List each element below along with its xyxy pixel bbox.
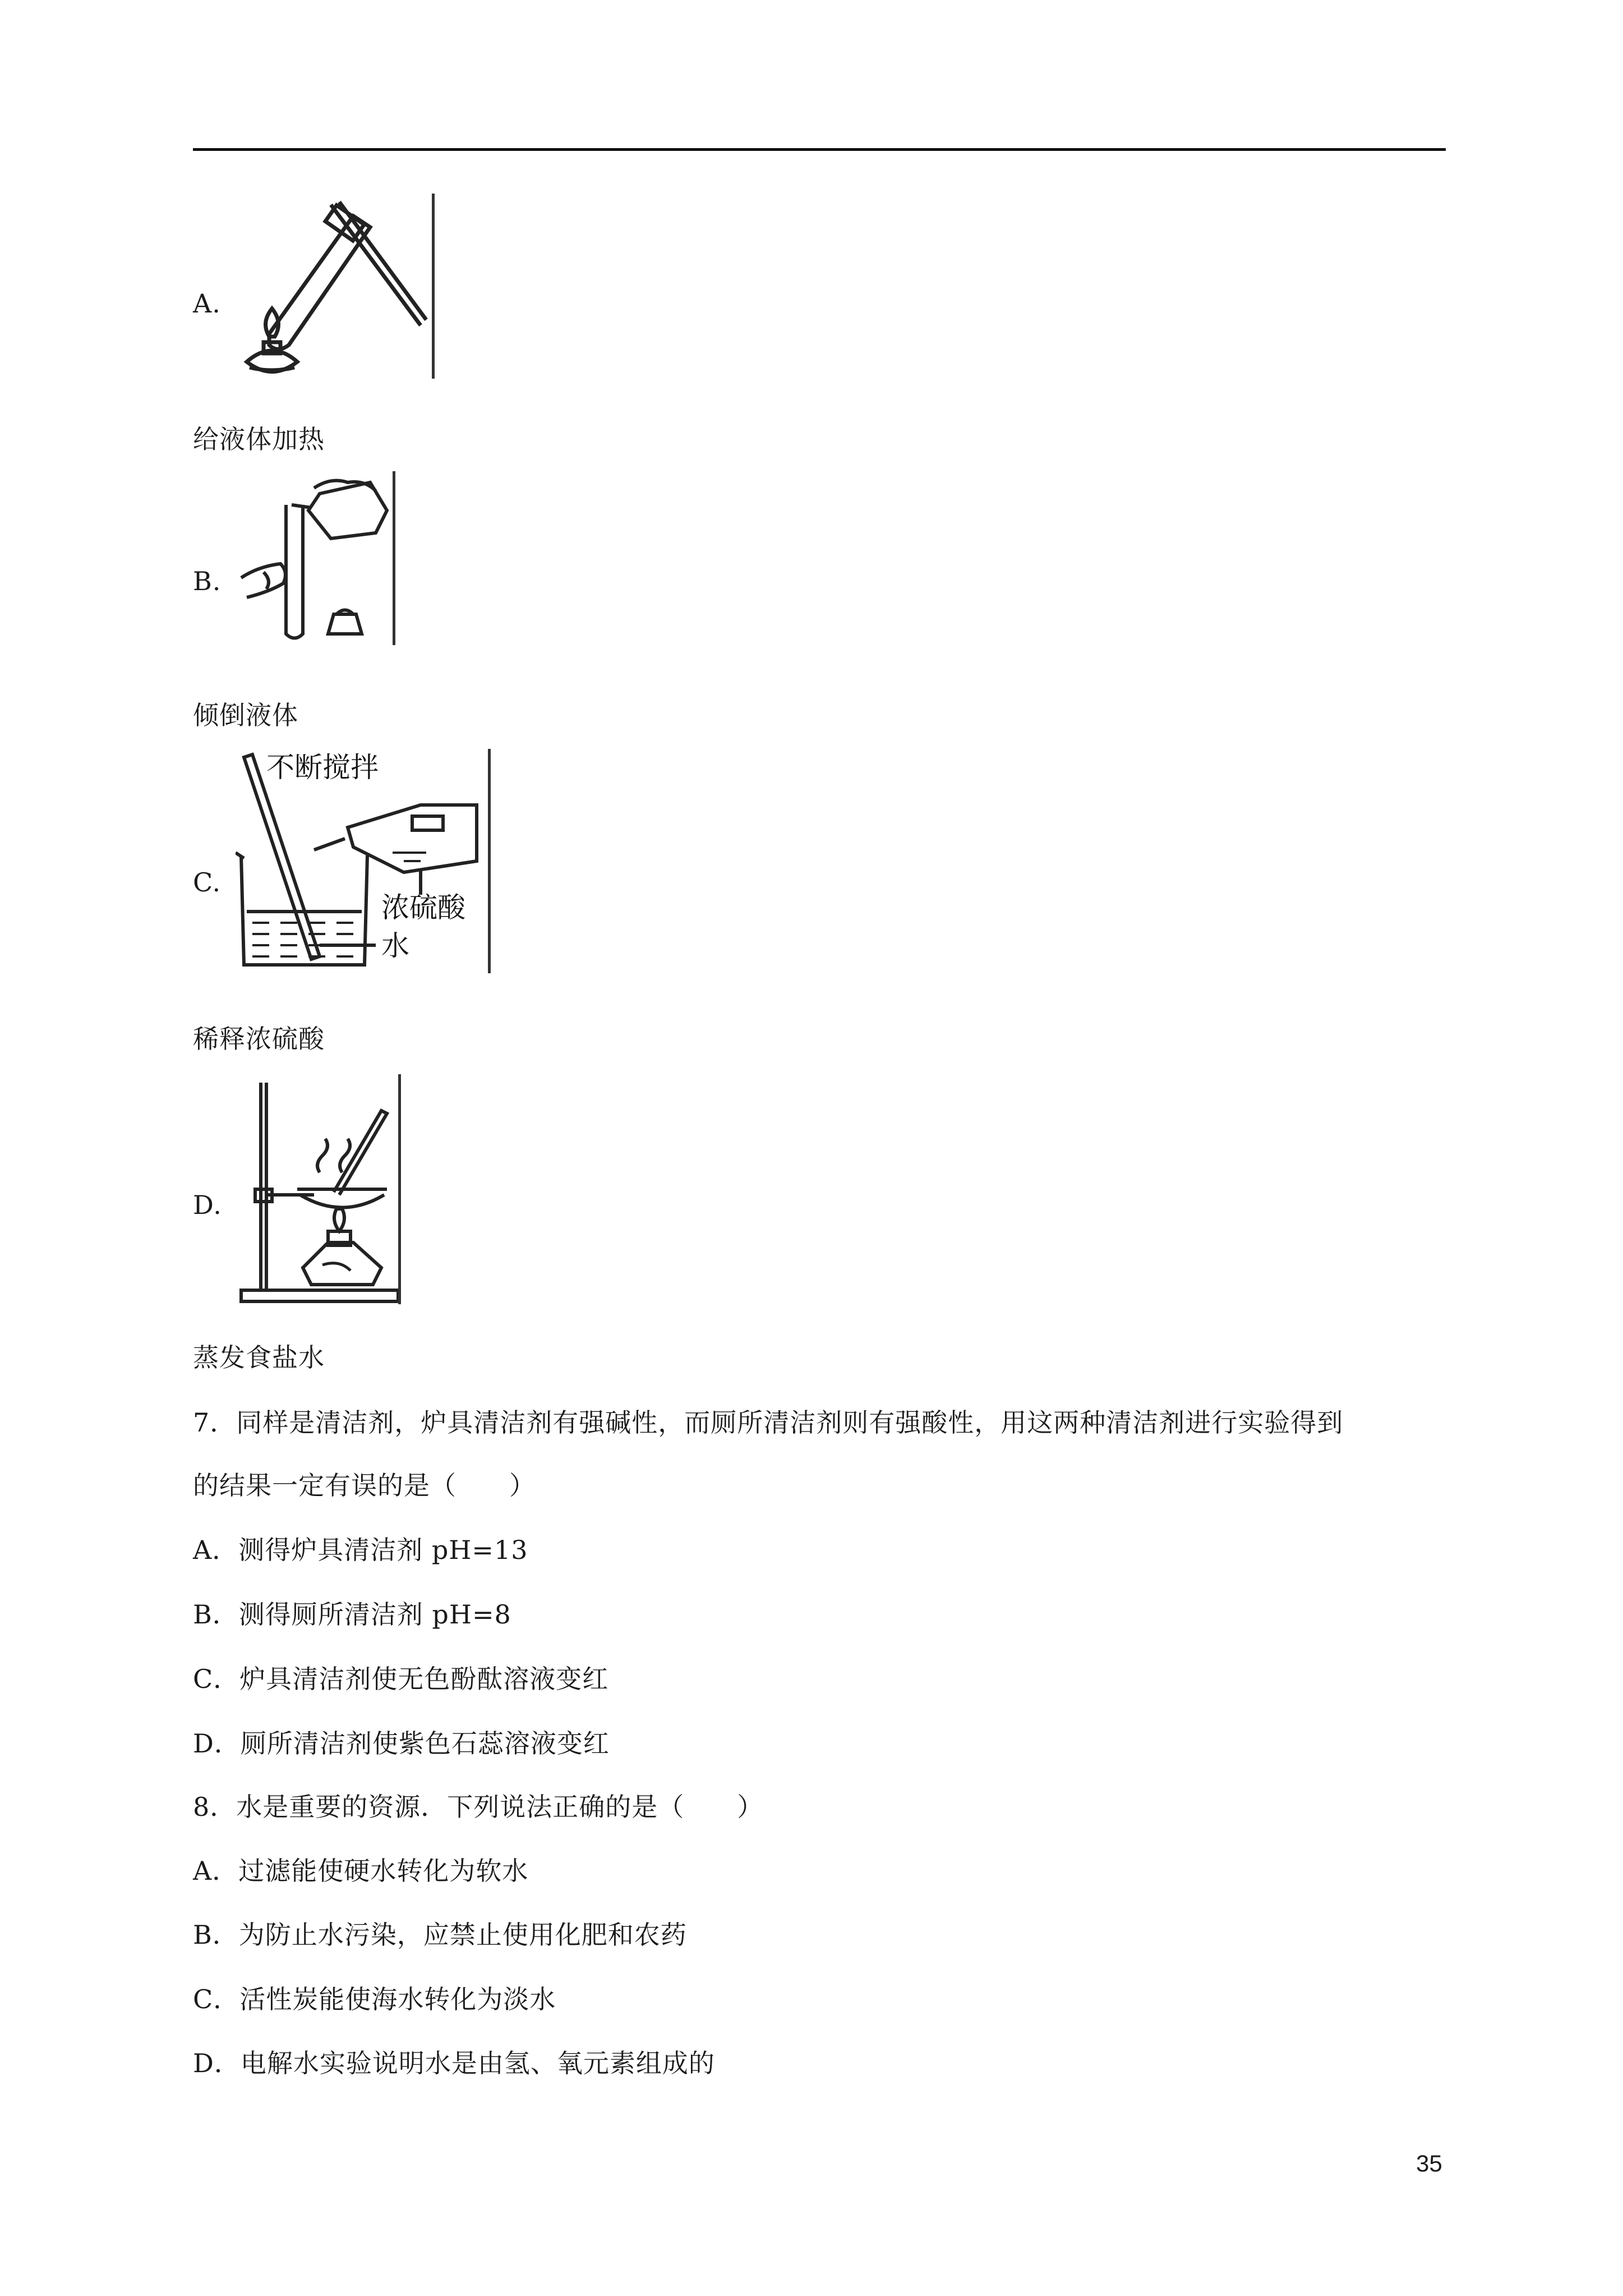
beaker-dilution-icon (236, 749, 491, 973)
option-c-letter: C. (193, 867, 222, 898)
q8-option-d: D．电解水实验说明水是由氢、氧元素组成的 (193, 2048, 715, 2078)
evaporation-apparatus-icon (236, 1074, 401, 1304)
stir-label: 不断搅拌 (266, 751, 379, 784)
q8-option-b: B．为防止水污染，应禁止使用化肥和农药 (193, 1920, 687, 1950)
q7-option-b: B．测得厕所清洁剂 pH=8 (193, 1599, 511, 1630)
q7-stem-line2: 的结果一定有误的是（ ） (193, 1470, 536, 1501)
option-b-caption: 倾倒液体 (193, 700, 298, 730)
option-a-caption: 给液体加热 (193, 424, 325, 454)
pouring-liquid-icon (236, 471, 395, 645)
q8-option-c: C．活性炭能使海水转化为淡水 (193, 1984, 556, 2014)
option-b-letter: B. (193, 566, 222, 596)
q7-stem-line1: 7．同样是清洁剂，炉具清洁剂有强碱性，而厕所清洁剂则有强酸性，用这两种清洁剂进行实验得到 (193, 1407, 1344, 1438)
q7-option-d: D．厕所清洁剂使紫色石蕊溶液变红 (193, 1728, 610, 1759)
option-d-letter: D. (193, 1190, 222, 1220)
q8-option-a: A．过滤能使硬水转化为软水 (193, 1856, 529, 1886)
heating-test-tube-icon (236, 194, 435, 379)
q7-option-a: A．测得炉具清洁剂 pH=13 (193, 1535, 528, 1565)
header-rule (193, 148, 1446, 151)
option-d-caption: 蒸发食盐水 (193, 1342, 325, 1373)
option-a-letter: A. (193, 288, 221, 319)
acid-label: 浓硫酸 (381, 891, 465, 924)
water-label: 水 (381, 930, 409, 962)
option-c-caption: 稀释浓硫酸 (193, 1024, 325, 1054)
q8-stem: 8．水是重要的资源．下列说法正确的是（ ） (193, 1792, 764, 1822)
q7-option-c: C．炉具清洁剂使无色酚酞溶液变红 (193, 1664, 609, 1694)
page-number: 35 (1416, 2150, 1442, 2177)
